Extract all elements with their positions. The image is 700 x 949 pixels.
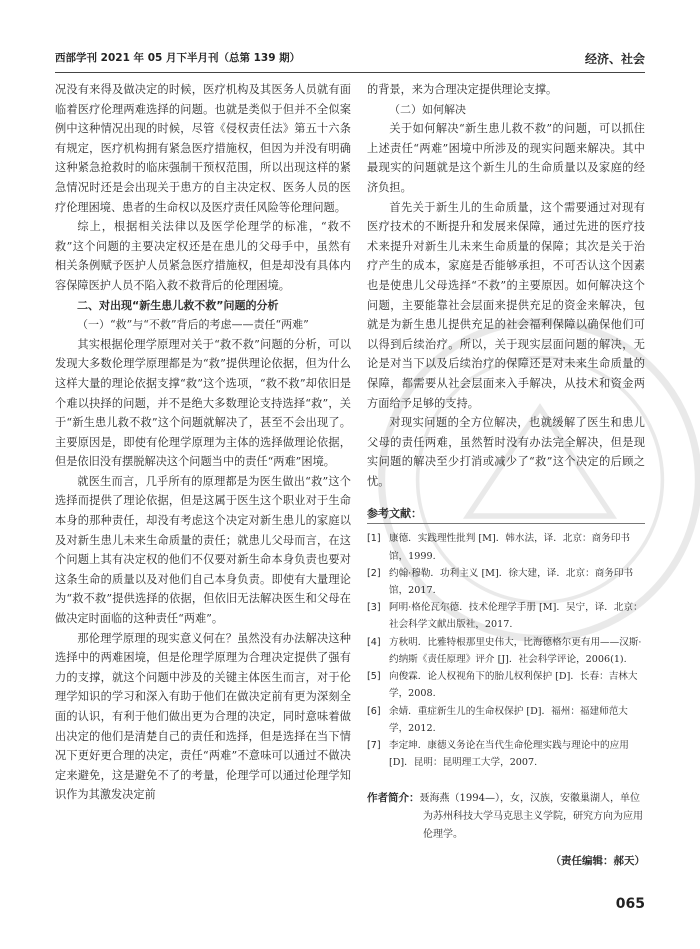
reference-number: [7] (367, 739, 381, 751)
references-title: 参考文献： (367, 507, 422, 521)
subsection-heading: （二）如何解决 (389, 102, 466, 116)
reference-text: 向俊霖．论人权视角下的胎儿权利保护 [D]．长春：吉林大学，2008. (389, 671, 638, 700)
paragraph: 关于如何解决“新生患儿救不救”的问题，可以抓住上述责任“两难”困境中所涉及的现实问题来解决。其中最现实的问题就是这个新生儿的生命质量以及家庭的经济负担。 (367, 122, 645, 194)
section-heading: 二、对出现“新生患儿救不救”问题的分析 (77, 298, 279, 312)
reference-text: 方秋明．比雅特根那里史伟大，比海德格尔更有用——汉斯·约纳斯《责任原理》评介 [J]．社会科学评论，2006(1). (389, 636, 642, 665)
reference-text: 阿明·格伦瓦尔德．技术伦理学手册 [M]．吴宁，译．北京：社会科学文献出版社，2017. (389, 602, 643, 631)
reference-number: [2] (367, 567, 381, 579)
paragraph: 对现实问题的全方位解决，也就缓解了医生和患儿父母的责任两难，虽然暂时没有办法完全解决，但是现实问题的解决至少打消或减少了“救”这个决定的后顾之忧。 (367, 416, 645, 488)
reference-item (367, 634, 645, 668)
reference-number: [3] (367, 602, 381, 614)
paragraph: 况没有来得及做决定的时候，医疗机构及其医务人员就有面临着医疗伦理两难选择的问题。也就是类似于但并不全似案例中这种情况出现的时候，尽管《侵权责任法》第五十六条有规定，医疗机构拥有紧急医疗措施权，但因为并没有明确这种紧急抢救时的临床强制干预权范围，所以出现这样的紧急情况时还是会出现关于患方的自主决定权、医务人员的医疗伦理困境、患者的生命权以及医疗责任风险等伦理问题。 (55, 83, 351, 214)
author-label: 作者简介： (367, 792, 420, 805)
reference-item (367, 737, 645, 771)
reference-item (367, 703, 645, 737)
header-rule (55, 72, 645, 73)
paragraph: 那伦理学原理的现实意义何在？虽然没有办法解决这种选择中的两难困境，但是伦理学原理为合理决定提供了强有力的支撑，就这个问题中涉及的关键主体医生而言，对于伦理学知识的学习和深入有助于他们在做决定前有更为深刻全面的认识，有利于他们做出更为合理的决定，同时意味着做出决定的他们是清楚自己的责任和选择，但是选择在当下情况下更好更合理的决定，责任“两难”不意味可以通过不做决定来避免，这是避免不了的考量，伦理学可以通过伦理学知识作为其激发决定前 (55, 631, 351, 802)
paragraph: 首先关于新生儿的生命质量，这个需要通过对现有医疗技术的不断提升和发展来保障，通过先进的医疗技术来提升对新生儿未来生命质量的保障；其次是关于治疗产生的成本，家庭是否能够承担，不可否认这个因素也是使患儿父母选择“不救”的主要原因。如何解决这个问题，主要能靠社会层面来提供充足的资金来解决，包就是为新生患儿提供充足的社会福利保障以确保他们可以得到后续治疗。所以，关于现实层面问题的解决，无论是对当下以及后续治疗的保障还是对未来生命质量的保障，都需要从社会层面来入手解决，从技术和资金两方面给予足够的支持。 (367, 200, 645, 410)
reference-item (367, 530, 645, 564)
left-column (55, 80, 351, 805)
reference-text: 康德．实践理性批判 [M]．韩水法，译．北京：商务印书馆，1999. (389, 533, 631, 562)
page-number: 065 (615, 896, 645, 912)
paragraph: 的背景，来为合理决定提供理论支撑。 (367, 83, 558, 96)
references-divider (367, 523, 645, 524)
reference-item (367, 668, 645, 702)
reference-text: 约翰·穆勒．功利主义 [M]．徐大建，译．北京：商务印书馆，2017. (389, 567, 634, 597)
reference-item (367, 599, 645, 633)
author-text: 聂海燕（1994—），女，汉族，安徽巢湖人，单位为苏州科技大学马克思主义学院，研究方向为应用伦理学。 (419, 793, 643, 841)
paragraph: 其实根据伦理学原理对关于“救不救”问题的分析，可以发现大多数伦理学原理都是为“救”提供理论依据，但为什么这样大量的理论依据支撑“救”这个选项，“救不救”却依旧是个难以抉择的问题，并不是绝大多数理论支持选择“救”，关于“新生患儿救不救”这个问题就解决了，甚至不会出现了。主要原因是，即使有伦理学原理为主体的选择做理论依据，但是依旧没有摆脱解决这个问题当中的责任“两难”困境。 (55, 337, 351, 469)
right-column (367, 80, 645, 872)
section-tag: 经济、社会 (584, 52, 645, 66)
reference-text: 余婧．重症新生儿的生命权保护 [D]．福州：福建师范大学，2012. (389, 705, 628, 734)
journal-title: 西部学刊 2021 年 05 月下半月刊（总第 139 期） (55, 52, 301, 64)
author-bio (367, 789, 645, 844)
page-header (55, 50, 645, 72)
reference-number: [5] (367, 671, 381, 683)
responsible-editor: （责任编辑：郝天） (550, 855, 645, 868)
paragraph: 综上，根据相关法律以及医学伦理学的标准，“救不救”这个问题的主要决定权还是在患儿的父母手中，虽然有相关条例赋予医护人员紧急医疗措施权，但是却没有具体内容保障医护人员不陷入救不救背后的伦理困境。 (55, 220, 351, 292)
reference-number: [6] (367, 705, 381, 717)
paragraph: 就医生而言，几乎所有的原理都是为医生做出“救”这个选择而提供了理论依据，但是这属于医生这个职业对于生命本身的那种责任，却没有考虑这个决定对新生患儿的家庭以及对新生患儿未来生命质量的责任；就患儿父母而言，在这个问题上其有决定权的他们不仅要对新生命本身负责也要对这条生命的质量以及对他们自己本身负责。即使有大量理论为“救不救”提供选择的依据，但依旧无法解决医生和父母在做决定时面临的这种责任“两难”。 (55, 474, 351, 626)
reference-number: [4] (367, 636, 381, 648)
references-list (367, 530, 645, 771)
subsection-heading: （一）“救”与“不救”背后的考虑——责任“两难” (77, 318, 309, 332)
reference-item (367, 565, 645, 599)
reference-number: [1] (367, 533, 381, 545)
reference-text: 李定坤．康德义务论在当代生命伦理实践与理论中的应用 [D]．昆明：昆明理工大学，2007. (389, 739, 629, 769)
